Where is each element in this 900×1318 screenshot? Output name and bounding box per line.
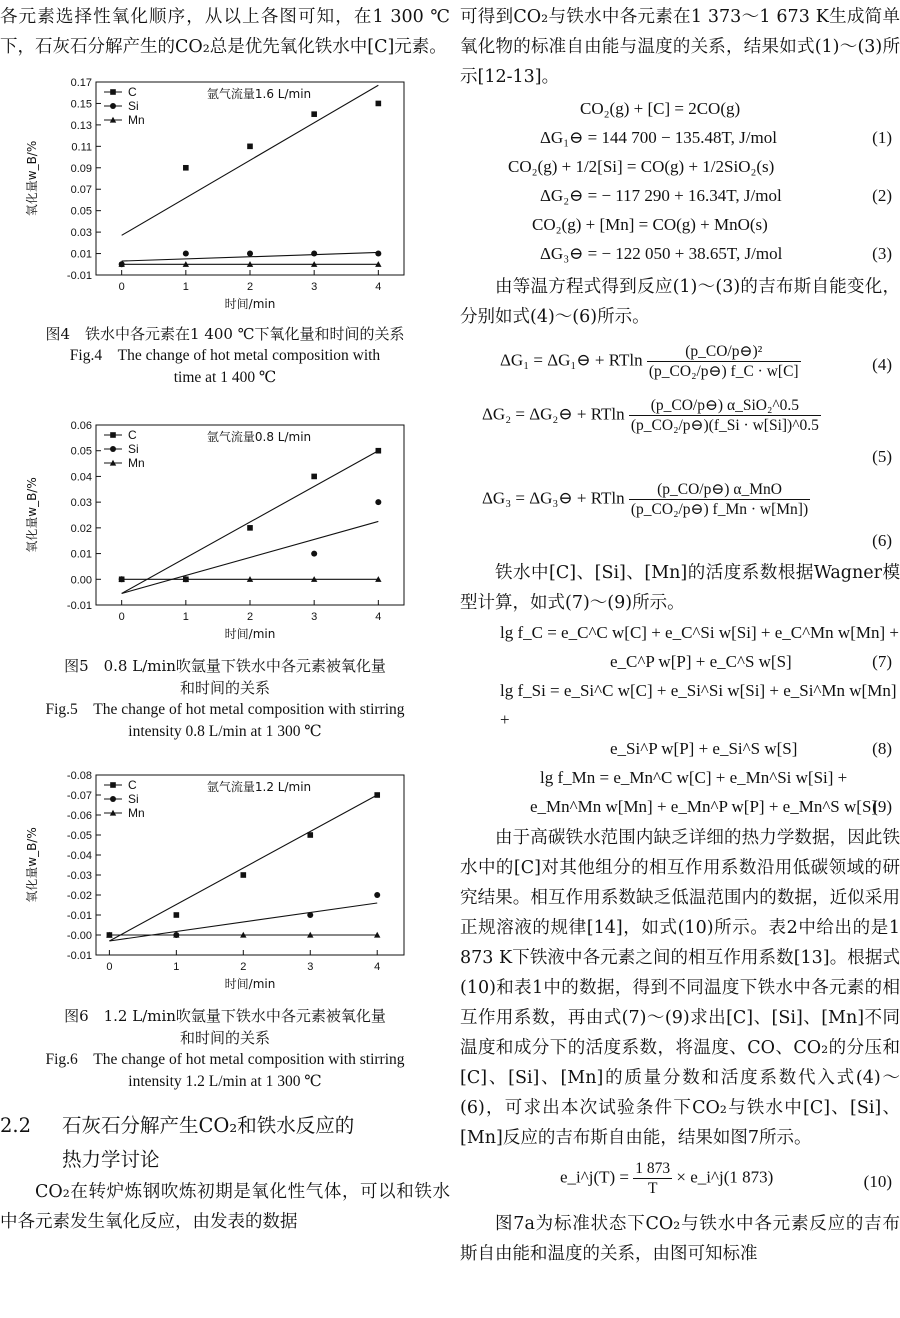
y-tick-label: 0.03 <box>70 227 92 240</box>
y-tick-label: -0.06 <box>66 810 92 822</box>
eq9-line1: lg f_Mn = e_Mn^C w[C] + e_Mn^Si w[Si] + <box>540 768 848 787</box>
data-point <box>183 165 189 171</box>
fig5-caption-cn-1: 图5 0.8 L/min吹氩量下铁水中各元素被氧化量 <box>64 657 386 675</box>
eq9-line2: e_Mn^Mn w[Mn] + e_Mn^P w[P] + e_Mn^S w[S] <box>530 797 878 816</box>
y-tick-label: 0.03 <box>70 497 92 510</box>
eq10-denominator: T <box>647 1180 658 1197</box>
section-paragraph: CO₂在转炉炼钢吹炼初期是氧化性气体，可以和铁水中各元素发生氧化反应，由发表的数据 <box>0 1182 450 1232</box>
plot-frame <box>96 82 404 275</box>
equation-7 <box>460 618 900 676</box>
data-point <box>307 912 313 918</box>
eq5-number: (5) <box>872 447 892 466</box>
figure-6 <box>0 767 450 1093</box>
y-axis-label: 氧化量w_B/% <box>25 477 39 553</box>
eq5-numerator: (p_CO/p⊖) α_SiO₂^0.5 <box>629 396 821 416</box>
y-tick-label: -0.01 <box>66 600 92 612</box>
equation-6 <box>460 480 900 526</box>
chart-annotation: 氩气流量0.8 L/min <box>206 430 312 444</box>
fig5-caption-en-1: Fig.5 The change of hot metal composition with stirring <box>45 701 405 718</box>
x-tick-label: 0 <box>106 961 113 973</box>
x-tick-label: 0 <box>118 611 125 623</box>
y-tick-label: -0.07 <box>66 790 92 802</box>
right-column <box>460 0 900 1269</box>
y-tick-label: -0.03 <box>66 870 92 882</box>
data-point <box>241 872 247 878</box>
x-tick-label: 2 <box>240 961 247 973</box>
eq4-numerator: (p_CO/p⊖)² <box>647 342 801 362</box>
eq5-fraction <box>629 396 821 435</box>
eq3-number: (3) <box>872 244 892 263</box>
y-tick-label: 0.01 <box>70 248 92 261</box>
eq10-rhs: × e_i^j(1 873) <box>676 1167 774 1187</box>
equation-3 <box>460 210 900 268</box>
fig4-caption-en-2: time at 1 400 ℃ <box>173 369 277 386</box>
legend-label: C <box>128 85 137 99</box>
data-point <box>311 251 317 257</box>
fig4-caption-en-1: Fig.4 The change of hot metal composition with <box>69 347 381 364</box>
y-tick-label: 0.06 <box>70 420 92 432</box>
chart-annotation: 氩气流量1.2 L/min <box>206 780 312 794</box>
fig6-caption-cn-2: 和时间的关系 <box>179 1029 270 1047</box>
eq6-numerator: (p_CO/p⊖) α_MnO <box>629 480 810 500</box>
x-tick-label: 4 <box>375 611 382 623</box>
fig4-caption-cn: 图4 铁水中各元素在1 400 ℃下氧化量和时间的关系 <box>45 325 405 343</box>
y-tick-label: 0.05 <box>70 205 92 218</box>
data-point <box>375 251 381 257</box>
x-tick-label: 3 <box>307 961 314 973</box>
eq4-number: (4) <box>872 355 892 374</box>
eq8-number: (8) <box>872 739 892 758</box>
eq4-lhs: ΔG₁ = ΔG₁⊖ + RTln <box>500 350 643 370</box>
fit-line <box>122 451 379 594</box>
chart-fig5 <box>20 417 420 647</box>
eq5-number-line <box>460 442 900 470</box>
legend-label: Mn <box>128 113 145 127</box>
data-point <box>375 499 381 505</box>
eq5-denominator: (p_CO₂/p⊖)(f_Si · w[Si])^0.5 <box>630 417 819 434</box>
plot-frame <box>96 775 404 955</box>
right-paragraph-3: 铁水中[C]、[Si]、[Mn]的活度系数根据Wagner模型计算，如式(7)～(9)所示。 <box>460 563 900 613</box>
y-tick-label: -0.01 <box>66 950 92 962</box>
eq10-fraction <box>633 1159 672 1198</box>
equation-9 <box>460 763 900 821</box>
chart-fig6 <box>20 767 420 997</box>
data-point <box>247 525 253 531</box>
eq3-reaction: CO₂(g) + [Mn] = CO(g) + MnO(s) <box>532 215 768 234</box>
y-tick-label: -0.08 <box>66 770 92 782</box>
section-title-line2: 热力学讨论 <box>62 1148 160 1171</box>
eq2-gibbs: ΔG₂⊖ = − 117 290 + 16.34T, J/mol <box>540 186 782 205</box>
intro-paragraph: 各元素选择性氧化顺序，从以上各图可知，在1 300 ℃下，石灰石分解产生的CO₂总是优先氧化铁水中[C]元素。 <box>0 7 450 57</box>
legend-label: Mn <box>128 456 145 470</box>
x-tick-label: 2 <box>246 281 254 293</box>
equation-5 <box>460 396 900 442</box>
eq2-reaction: CO₂(g) + 1/2[Si] = CO(g) + 1/2SiO₂(s) <box>508 157 775 176</box>
legend-marker <box>110 446 116 452</box>
fig5-caption-en-2: intensity 0.8 L/min at 1 300 ℃ <box>128 723 322 740</box>
legend-marker <box>110 432 116 438</box>
y-tick-label: 0.11 <box>71 141 92 154</box>
y-axis-label: 氧化量w_B/% <box>25 140 39 217</box>
legend-label: C <box>128 428 137 442</box>
data-point <box>174 912 180 918</box>
data-point <box>374 892 380 898</box>
data-point <box>311 551 317 557</box>
chart-annotation: 氩气流量1.6 L/min <box>206 87 312 101</box>
fig6-caption-cn-1: 图6 1.2 L/min吹氩量下铁水中各元素被氧化量 <box>64 1007 386 1025</box>
figure-4 <box>0 74 450 389</box>
fit-line <box>122 85 379 235</box>
right-paragraph-1: 可得到CO₂与铁水中各元素在1 373～1 673 K生成简单氧化物的标准自由能与温度的关系，结果如式(1)～(3)所示[12-13]。 <box>460 7 900 87</box>
y-tick-label: 0.00 <box>70 574 92 587</box>
eq2-number: (2) <box>872 186 892 205</box>
legend-label: Si <box>128 99 139 113</box>
eq7-line2: e_C^P w[P] + e_C^S w[S] <box>610 652 792 671</box>
figure-5 <box>0 417 450 743</box>
y-tick-label: -0.04 <box>66 850 92 862</box>
legend-marker <box>110 89 116 95</box>
eq5-lhs: ΔG₂ = ΔG₂⊖ + RTln <box>482 404 625 424</box>
y-tick-label: 0.01 <box>70 548 92 561</box>
eq6-fraction <box>629 480 810 519</box>
x-tick-label: 4 <box>375 281 382 293</box>
x-axis-label: 时间/min <box>224 297 276 311</box>
y-tick-label: -0.00 <box>66 930 92 942</box>
fit-line <box>122 521 379 593</box>
equation-10 <box>460 1159 900 1205</box>
right-paragraph-5: 图7a为标准状态下CO₂与铁水中各元素反应的吉布斯自由能和温度的关系，由图可知标准 <box>460 1214 900 1264</box>
legend-label: Si <box>128 442 139 456</box>
x-tick-label: 2 <box>246 611 254 623</box>
data-point <box>374 792 380 798</box>
eq8-line2: e_Si^P w[P] + e_Si^S w[S] <box>610 739 798 758</box>
eq8-line1: lg f_Si = e_Si^C w[C] + e_Si^Si w[Si] + e_Si^Mn w[Mn] + <box>500 681 897 729</box>
data-point <box>247 251 253 257</box>
y-tick-label: 0.07 <box>70 184 92 197</box>
eq6-lhs: ΔG₃ = ΔG₃⊖ + RTln <box>482 488 625 508</box>
equation-8 <box>460 676 900 763</box>
legend-label: Mn <box>128 806 145 820</box>
eq6-number-line <box>460 526 900 554</box>
data-point <box>376 101 382 107</box>
x-axis-label: 时间/min <box>224 627 276 641</box>
y-tick-label: -0.05 <box>66 830 92 842</box>
data-point <box>311 111 317 117</box>
eq1-number: (1) <box>872 128 892 147</box>
y-axis-label: 氧化量w_B/% <box>25 827 39 903</box>
section-number: 2.2 <box>0 1114 32 1137</box>
data-point <box>247 144 253 150</box>
y-tick-label: -0.01 <box>66 270 92 282</box>
right-paragraph-2: 由等温方程式得到反应(1)～(3)的吉布斯自能变化，分别如式(4)～(6)所示。 <box>460 277 900 327</box>
section-title-line1: 石灰石分解产生CO₂和铁水反应的 <box>62 1114 355 1137</box>
eq10-number: (10) <box>863 1172 892 1191</box>
left-column <box>0 0 450 1237</box>
section-heading <box>0 1109 450 1177</box>
x-tick-label: 0 <box>118 281 125 293</box>
y-tick-label: -0.02 <box>66 890 92 902</box>
eq1-reaction: CO₂(g) + [C] = 2CO(g) <box>580 99 741 118</box>
eq1-gibbs: ΔG₁⊖ = 144 700 − 135.48T, J/mol <box>540 128 777 147</box>
y-tick-label: 0.02 <box>70 522 92 535</box>
x-tick-label: 4 <box>374 961 381 973</box>
y-tick-label: 0.05 <box>70 445 92 458</box>
x-tick-label: 3 <box>311 611 318 623</box>
data-point <box>311 474 317 480</box>
legend-label: C <box>128 778 137 792</box>
eq10-numerator: 1 873 <box>635 1160 671 1177</box>
eq9-number: (9) <box>872 797 892 816</box>
x-axis-label: 时间/min <box>224 977 276 991</box>
legend-marker <box>110 796 116 802</box>
y-tick-label: 0.04 <box>70 471 92 484</box>
equation-2 <box>460 152 900 210</box>
fig6-caption-en-1: Fig.6 The change of hot metal composition with stirring <box>45 1051 405 1068</box>
fit-line <box>109 795 377 941</box>
chart-fig4 <box>20 74 420 317</box>
eq4-denominator: (p_CO₂/p⊖) f_C · w[C] <box>648 363 799 380</box>
eq6-number: (6) <box>872 531 892 550</box>
legend-label: Si <box>128 792 139 806</box>
legend-marker <box>110 782 116 788</box>
eq6-denominator: (p_CO₂/p⊖) f_Mn · w[Mn]) <box>630 501 809 518</box>
data-point <box>376 448 382 454</box>
equation-1 <box>460 94 900 152</box>
data-point <box>183 251 189 257</box>
legend-marker <box>110 103 116 109</box>
x-tick-label: 3 <box>311 281 318 293</box>
eq4-fraction <box>647 342 801 381</box>
y-tick-label: 0.15 <box>70 98 92 111</box>
fig6-caption-en-2: intensity 1.2 L/min at 1 300 ℃ <box>128 1073 322 1090</box>
x-tick-label: 1 <box>173 961 180 973</box>
data-point <box>307 832 313 838</box>
eq10-lhs: e_i^j(T) = <box>560 1167 630 1187</box>
fig5-caption-cn-2: 和时间的关系 <box>179 679 270 697</box>
x-tick-label: 1 <box>182 611 189 623</box>
y-tick-label: 0.13 <box>70 119 92 132</box>
eq7-line1: lg f_C = e_C^C w[C] + e_C^Si w[Si] + e_C^Mn w[Mn] + <box>500 623 899 642</box>
x-tick-label: 1 <box>182 281 189 293</box>
y-tick-label: 0.09 <box>70 162 92 175</box>
eq7-number: (7) <box>872 652 892 671</box>
right-paragraph-4: 由于高碳铁水范围内缺乏详细的热力学数据，因此铁水中的[C]对其他组分的相互作用系数沿用低碳领域的研究结果。相互作用系数缺乏低温范围内的数据，近似采用正规溶液的规律[14]，如式(10)所示。表2中给出的是1 873 K下铁液中各元素之间的相互作用系数[13]。根据式(10)和表1中的数据，得到不同温度下铁水中各元素的相互作用系数，再由式(7)～(9)求出[C]、[Si]、[Mn]不同温度和成分下的活度系数，将温度、CO、CO₂的分压和[C]、[Si]、[Mn]的质量分数和活度系数代入式(4)～(6)，可求出本次试验条件下CO₂与铁水中[C]、[Si]、[Mn]反应的吉布斯自由能，结果如图7所示。 <box>460 828 900 1148</box>
y-tick-label: 0.17 <box>70 77 92 89</box>
equation-4 <box>460 342 900 388</box>
y-tick-label: -0.01 <box>66 910 92 922</box>
eq3-gibbs: ΔG₃⊖ = − 122 050 + 38.65T, J/mol <box>540 244 783 263</box>
